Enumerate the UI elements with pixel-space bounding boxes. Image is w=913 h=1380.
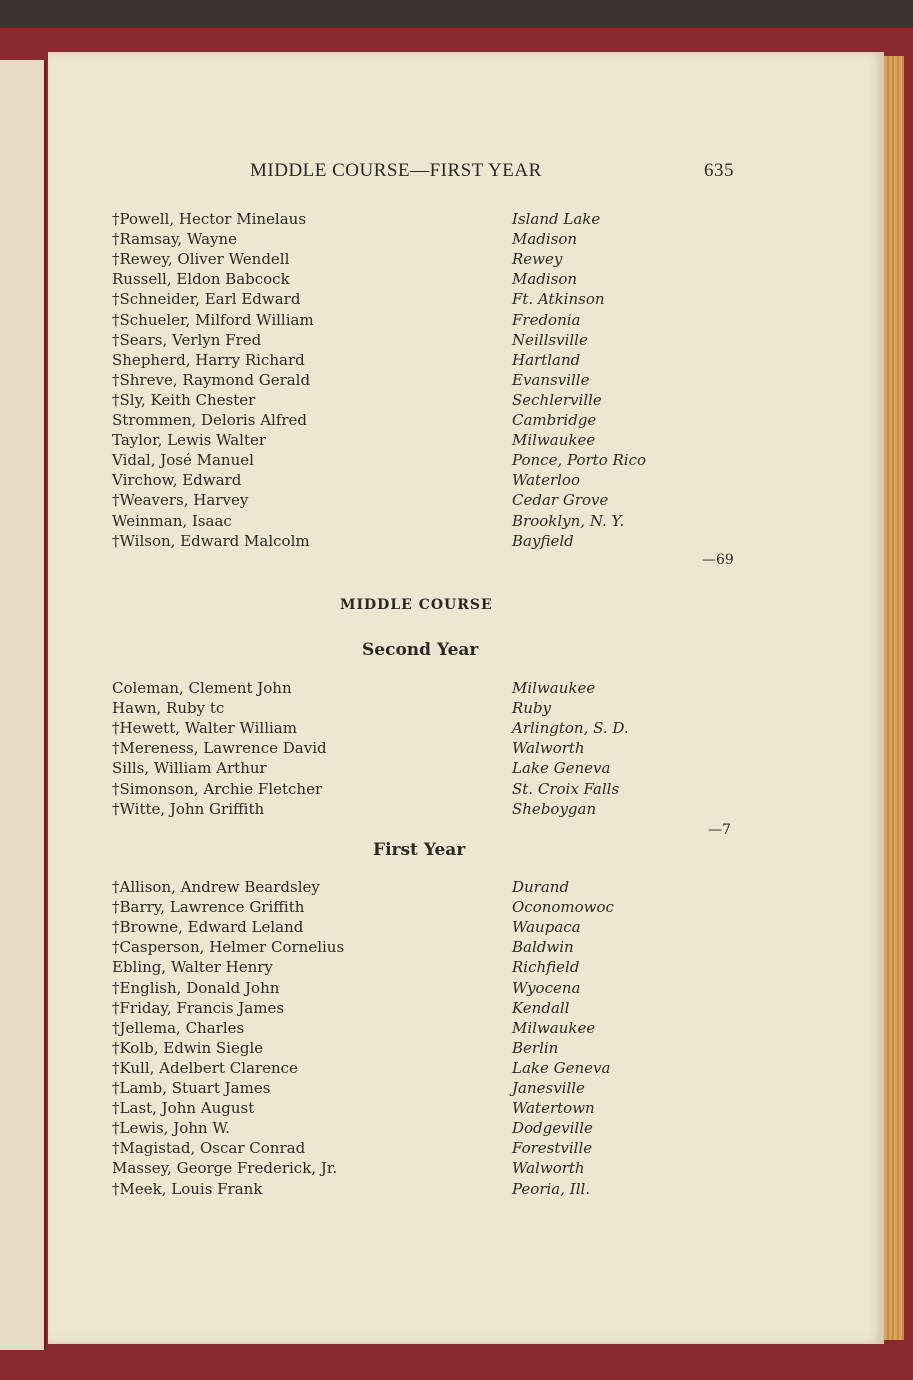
home-town: Island Lake — [512, 210, 601, 228]
student-name: Strommen, Deloris Alfred — [112, 411, 308, 429]
home-town: Oconomowoc — [512, 898, 614, 917]
student-name: †Schneider, Earl Edward — [112, 290, 301, 309]
list-item — [112, 491, 732, 511]
home-town: Ponce, Porto Rico — [512, 451, 647, 470]
list-item — [112, 898, 732, 918]
home-town: Madison — [512, 230, 578, 249]
home-town: Dodgeville — [512, 1119, 593, 1138]
home-town: Milwaukee — [512, 679, 596, 697]
list-item — [112, 431, 732, 451]
list-item — [112, 958, 732, 978]
home-town: Wyocena — [512, 978, 581, 997]
student-name: †Hewett, Walter William — [112, 719, 297, 738]
student-name: †Friday, Francis James — [112, 998, 285, 1017]
list-item — [112, 471, 732, 491]
home-town: Rewey — [512, 250, 563, 269]
home-town: Sechlerville — [512, 390, 602, 409]
home-town: Baldwin — [512, 938, 574, 957]
student-name: †Weavers, Harvey — [112, 491, 249, 510]
home-town: Walworth — [512, 1159, 585, 1178]
home-town: Cambridge — [512, 411, 597, 429]
list-item — [112, 878, 732, 898]
second-year-heading: Second Year — [362, 640, 479, 660]
list-item — [112, 290, 732, 310]
home-town: Lake Geneva — [512, 1058, 611, 1077]
home-town: Milwaukee — [512, 431, 596, 450]
course-heading: MIDDLE COURSE — [340, 597, 493, 613]
student-name: Massey, George Frederick, Jr. — [112, 1159, 338, 1178]
student-name: Vidal, José Manuel — [112, 451, 254, 470]
student-name: †Wilson, Edward Malcolm — [112, 531, 310, 550]
home-town: Bayfield — [512, 531, 574, 550]
student-name: †Last, John August — [112, 1099, 255, 1118]
section-count: —69 — [702, 552, 734, 568]
list-item — [112, 1019, 732, 1039]
student-name: †Simonson, Archie Fletcher — [112, 779, 323, 798]
list-item — [112, 230, 732, 250]
list-item — [112, 250, 732, 270]
list-item — [112, 391, 732, 411]
student-name: †Magistad, Oscar Conrad — [112, 1139, 306, 1158]
list-item — [112, 532, 732, 552]
student-name: †English, Donald John — [112, 978, 280, 997]
list-item — [112, 411, 732, 431]
student-name: Shepherd, Harry Richard — [112, 350, 305, 369]
student-name: Russell, Eldon Babcock — [112, 270, 290, 289]
list-item — [112, 739, 732, 759]
list-item — [112, 719, 732, 739]
list-item — [112, 1119, 732, 1139]
list-item — [112, 999, 732, 1019]
list-item — [112, 311, 732, 331]
list-item — [112, 331, 732, 351]
student-name: †Schueler, Milford William — [112, 310, 314, 329]
home-town: Kendall — [512, 998, 570, 1017]
student-name: †Browne, Edward Leland — [112, 918, 304, 937]
home-town: Neillsville — [512, 330, 588, 349]
list-item — [112, 1059, 732, 1079]
home-town: Cedar Grove — [512, 491, 609, 510]
student-name: Taylor, Lewis Walter — [112, 431, 267, 450]
list-item — [112, 679, 732, 699]
home-town: St. Croix Falls — [512, 779, 620, 798]
student-name: Ebling, Walter Henry — [112, 958, 273, 977]
student-name: Virchow, Edward — [112, 471, 242, 490]
student-name: †Sears, Verlyn Fred — [112, 330, 262, 349]
home-town: Hartland — [512, 350, 581, 369]
student-name: Sills, William Arthur — [112, 759, 267, 778]
student-name: †Witte, John Griffith — [112, 799, 265, 818]
home-town: Lake Geneva — [512, 759, 611, 778]
list-item — [112, 270, 732, 290]
student-name: †Sly, Keith Chester — [112, 390, 256, 409]
student-name: †Allison, Andrew Beardsley — [112, 878, 320, 896]
student-name: †Mereness, Lawrence David — [112, 739, 327, 758]
list-item — [112, 699, 732, 719]
student-name: †Casperson, Helmer Cornelius — [112, 938, 345, 957]
student-name: †Meek, Louis Frank — [112, 1179, 263, 1198]
student-name: Weinman, Isaac — [112, 511, 232, 530]
home-town: Evansville — [512, 370, 590, 389]
home-town: Walworth — [512, 739, 585, 758]
home-town: Fredonia — [512, 310, 581, 329]
running-head: MIDDLE COURSE—FIRST YEAR — [250, 160, 542, 181]
student-name: Hawn, Ruby tc — [112, 699, 225, 718]
home-town: Janesville — [512, 1079, 585, 1097]
home-town: Berlin — [512, 1038, 559, 1057]
facing-page-edge — [0, 60, 46, 1350]
list-item — [112, 780, 732, 800]
student-name: †Kull, Adelbert Clarence — [112, 1058, 298, 1077]
list-item — [112, 759, 732, 779]
home-town: Madison — [512, 270, 578, 289]
list-item — [112, 1039, 732, 1059]
list-item — [112, 210, 732, 230]
list-item — [112, 512, 732, 532]
student-name: †Rewey, Oliver Wendell — [112, 250, 290, 269]
student-name: †Jellema, Charles — [112, 1018, 245, 1037]
page-edges — [884, 56, 904, 1340]
student-name: †Kolb, Edwin Siegle — [112, 1038, 264, 1057]
student-name: †Barry, Lawrence Griffith — [112, 898, 305, 917]
home-town: Ft. Atkinson — [512, 290, 605, 309]
first-year-heading: First Year — [373, 840, 466, 860]
student-name: †Ramsay, Wayne — [112, 230, 238, 249]
list-item — [112, 1180, 732, 1200]
list-item — [112, 1159, 732, 1179]
student-name: †Lewis, John W. — [112, 1119, 230, 1138]
home-town: Milwaukee — [512, 1018, 596, 1037]
list-item — [112, 800, 732, 820]
list-item — [112, 371, 732, 391]
list-item — [112, 979, 732, 999]
student-name: †Lamb, Stuart James — [112, 1079, 271, 1097]
student-name: †Powell, Hector Minelaus — [112, 210, 307, 228]
home-town: Arlington, S. D. — [512, 719, 629, 738]
home-town: Durand — [512, 878, 570, 896]
home-town: Peoria, Ill. — [512, 1179, 591, 1198]
home-town: Sheboygan — [512, 799, 597, 818]
student-name: †Shreve, Raymond Gerald — [112, 370, 311, 389]
student-name: Coleman, Clement John — [112, 679, 292, 697]
section-count: —7 — [708, 822, 731, 838]
home-town: Ruby — [512, 699, 552, 718]
home-town: Watertown — [512, 1099, 595, 1118]
list-item — [112, 1099, 732, 1119]
list-item — [112, 938, 732, 958]
home-town: Brooklyn, N. Y. — [512, 511, 625, 530]
home-town: Richfield — [512, 958, 580, 977]
list-item — [112, 1139, 732, 1159]
list-item — [112, 451, 732, 471]
list-item — [112, 918, 732, 938]
home-town: Forestville — [512, 1139, 593, 1158]
home-town: Waterloo — [512, 471, 580, 490]
list-item — [112, 1079, 732, 1099]
list-item — [112, 351, 732, 371]
page-number: 635 — [704, 160, 734, 181]
home-town: Waupaca — [512, 918, 581, 937]
